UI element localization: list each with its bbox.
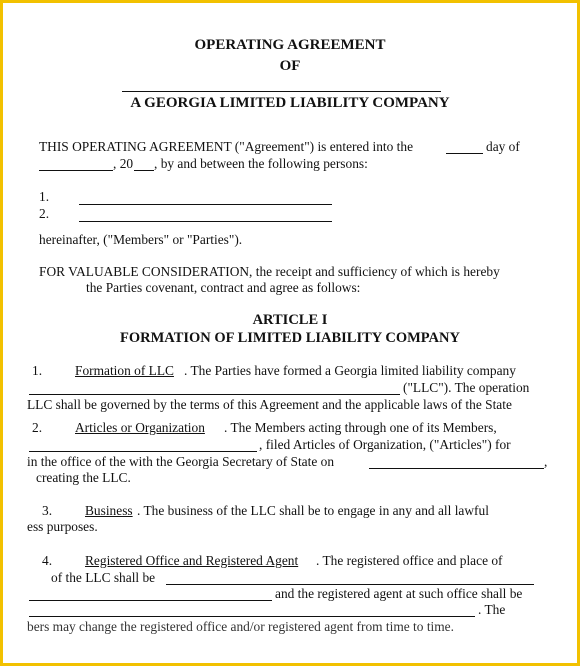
section-1-number: 1. — [32, 363, 43, 378]
section-4-text3: and the registered agent at such office shall be — [275, 586, 523, 601]
section-1-heading: Formation of LLC — [75, 363, 174, 378]
office-address-blank — [166, 584, 534, 585]
doc-title: OPERATING AGREEMENT — [194, 37, 386, 53]
consideration-line1: FOR VALUABLE CONSIDERATION, the receipt and sufficiency of which is hereby — [39, 264, 500, 279]
section-3-text2: ess purposes. — [27, 519, 98, 534]
year-blank — [134, 170, 154, 171]
article-number: ARTICLE I — [252, 312, 328, 328]
intro-year-prefix: , 20 — [113, 156, 134, 171]
person-1-number: 1. — [39, 189, 50, 204]
section-2-comma: , — [544, 454, 548, 469]
doc-title-of: OF — [279, 58, 301, 74]
consideration-line2: the Parties covenant, contract and agree as follows: — [86, 280, 361, 295]
section-2-text1: . The Members acting through one of its Members, — [224, 420, 497, 435]
person-1-blank — [79, 204, 332, 205]
article-heading: FORMATION OF LIMITED LIABILITY COMPANY — [120, 330, 460, 346]
section-1-text3: LLC shall be governed by the terms of this Agreement and the applicable laws of the State — [27, 397, 512, 412]
section-2-heading: Articles or Organization — [75, 420, 205, 435]
intro-day-of: day of — [486, 139, 520, 154]
section-4-number: 4. — [42, 553, 53, 568]
day-blank — [446, 153, 483, 154]
office-address-blank-2 — [29, 600, 272, 601]
section-1-text2: ("LLC"). The operation — [403, 380, 530, 395]
month-blank — [39, 170, 113, 171]
section-2-number: 2. — [32, 420, 43, 435]
doc-subtitle: A GEORGIA LIMITED LIABILITY COMPANY — [130, 95, 450, 111]
member-name-blank — [29, 451, 257, 452]
section-4-text4: . The — [478, 602, 506, 617]
section-3-number: 3. — [42, 503, 53, 518]
company-name-blank — [122, 91, 441, 92]
section-2-text3: in the office of the with the Georgia Secretary of State on — [27, 454, 335, 469]
section-2-text4: creating the LLC. — [36, 470, 131, 485]
filing-date-blank — [369, 468, 544, 469]
person-2-blank — [79, 221, 332, 222]
section-3-heading: Business — [85, 503, 133, 518]
section-4-text1: . The registered office and place of — [316, 553, 503, 568]
person-2-number: 2. — [39, 206, 50, 221]
section-4-heading: Registered Office and Registered Agent — [85, 553, 299, 568]
section-1-text1: . The Parties have formed a Georgia limited liability company — [184, 363, 516, 378]
section-4-text5: bers may change the registered office and/or registered agent from time to time. — [27, 619, 454, 634]
section-2-text2: , filed Articles of Organization, ("Articles") for — [259, 437, 511, 452]
hereinafter-text: hereinafter, ("Members" or "Parties"). — [39, 232, 243, 247]
intro-line1: THIS OPERATING AGREEMENT ("Agreement") is entered into the — [39, 139, 414, 154]
section-4-text2: of the LLC shall be — [51, 570, 156, 585]
intro-line2: , by and between the following persons: — [154, 156, 368, 171]
llc-name-blank — [29, 394, 400, 395]
agent-name-blank — [29, 616, 475, 617]
section-3-text1: . The business of the LLC shall be to engage in any and all lawful — [137, 503, 489, 518]
